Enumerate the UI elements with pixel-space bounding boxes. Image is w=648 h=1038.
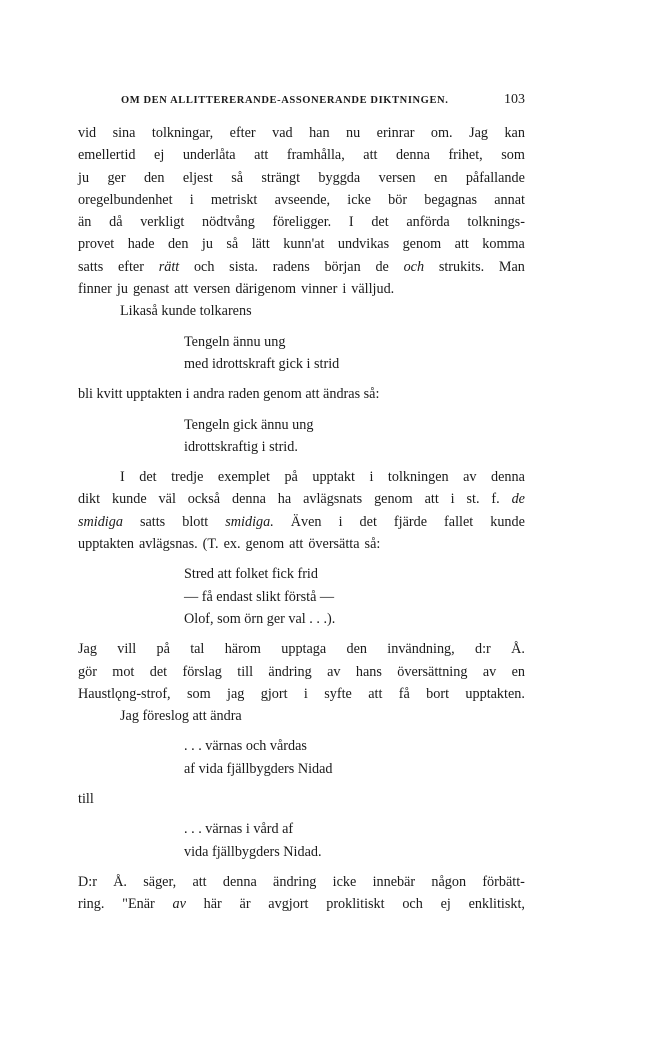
word: få bbox=[398, 685, 410, 702]
word: efter bbox=[117, 258, 144, 275]
word: det bbox=[359, 513, 377, 530]
word: upptakt bbox=[312, 469, 355, 486]
page-number: 103 bbox=[504, 92, 525, 107]
word: mot bbox=[112, 663, 135, 680]
word: ändring bbox=[273, 873, 317, 890]
word-italic: smidiga. bbox=[225, 513, 274, 530]
word: kan bbox=[504, 125, 525, 141]
word: vad bbox=[272, 125, 293, 141]
line-between-verses: bli kvitt upptakten i andra raden genom att ändras så: bbox=[78, 386, 380, 403]
word: begagnas bbox=[424, 191, 478, 208]
word: välljud. bbox=[351, 281, 395, 298]
word: förslag bbox=[182, 663, 222, 680]
word: Å. bbox=[113, 873, 127, 890]
word: bör bbox=[388, 191, 408, 208]
verse-block-5 bbox=[184, 818, 525, 863]
word: till bbox=[237, 663, 254, 680]
word: upptaga bbox=[281, 641, 327, 658]
paragraph-4 bbox=[78, 638, 525, 705]
word: kunde bbox=[490, 513, 525, 530]
word: början bbox=[324, 258, 361, 275]
word: denna bbox=[231, 491, 266, 508]
word: strukits. bbox=[438, 258, 485, 275]
word: Haustlǫng-strof, bbox=[78, 685, 171, 702]
word: finner bbox=[78, 281, 112, 298]
word: därigenom bbox=[235, 281, 297, 298]
word: här bbox=[203, 896, 222, 913]
word: att bbox=[368, 685, 383, 702]
paragraph-6 bbox=[78, 871, 525, 916]
word: av bbox=[463, 469, 477, 486]
verse-line: — få endast slikt förstå — bbox=[184, 588, 335, 605]
paragraph-1 bbox=[78, 122, 525, 300]
word: icke bbox=[332, 873, 357, 890]
word: satts bbox=[78, 258, 104, 275]
word: väl bbox=[158, 491, 176, 508]
word: ju bbox=[116, 281, 128, 298]
word: översättning bbox=[397, 663, 468, 680]
word: underlåta bbox=[182, 147, 236, 164]
word: komma bbox=[482, 236, 525, 253]
word: versen bbox=[193, 281, 231, 298]
word: efter bbox=[229, 125, 256, 141]
word: är bbox=[239, 896, 251, 913]
word: att bbox=[363, 147, 378, 164]
word: invändning, bbox=[387, 641, 455, 658]
word: provet bbox=[78, 236, 115, 253]
word: härom bbox=[224, 641, 261, 658]
verse-line: vida fjällbygders Nidad. bbox=[184, 843, 322, 860]
verse-line: idrottskraftig i strid. bbox=[184, 438, 298, 455]
word-italic: och bbox=[403, 258, 425, 275]
word: D:r bbox=[78, 873, 97, 890]
word: han bbox=[309, 125, 330, 141]
word: vill bbox=[117, 641, 137, 658]
word: icke bbox=[347, 191, 371, 208]
word: verkligt bbox=[140, 214, 185, 231]
word: versen bbox=[378, 169, 416, 186]
word: tolkningar, bbox=[151, 125, 214, 141]
word-italic: av bbox=[172, 896, 186, 913]
word: på bbox=[156, 641, 170, 658]
word: fallet bbox=[444, 513, 474, 530]
word: den bbox=[167, 236, 189, 253]
word: sista. bbox=[229, 258, 258, 275]
word: i bbox=[342, 281, 347, 298]
word-italic: smidiga bbox=[78, 513, 123, 530]
word: Man bbox=[498, 258, 525, 275]
word: det bbox=[149, 663, 168, 680]
word: genom bbox=[374, 491, 413, 508]
word: genom bbox=[402, 236, 442, 253]
word: innebär bbox=[372, 873, 416, 890]
word: I bbox=[348, 214, 354, 231]
paragraph-3 bbox=[78, 466, 525, 555]
verse-line: Olof, som örn ger val . . .). bbox=[184, 610, 336, 627]
word: på bbox=[284, 469, 298, 486]
word-till: till bbox=[78, 791, 94, 808]
verse-line: Tengeln ännu ung bbox=[184, 333, 286, 350]
word: metriskt bbox=[210, 191, 258, 208]
word: än bbox=[78, 214, 92, 231]
word: de bbox=[375, 258, 389, 275]
word: kunn'at bbox=[283, 236, 325, 253]
word: ju bbox=[201, 236, 213, 253]
word: enklitiskt, bbox=[468, 896, 525, 913]
word: den bbox=[346, 641, 367, 658]
word: upptakten. bbox=[465, 685, 525, 702]
word: att bbox=[192, 873, 207, 890]
word: avlägsnats bbox=[303, 491, 363, 508]
word: strängt bbox=[261, 169, 301, 186]
word: anförda bbox=[406, 214, 450, 231]
verse-line: af vida fjällbygders Nidad bbox=[184, 760, 333, 777]
word: denna bbox=[491, 469, 525, 486]
word: säger, bbox=[143, 873, 177, 890]
word: (T. bbox=[202, 536, 219, 553]
word: gjort bbox=[260, 685, 288, 702]
word: i bbox=[303, 685, 308, 702]
word: som bbox=[186, 685, 211, 702]
word: i bbox=[338, 513, 343, 530]
word: ju bbox=[78, 169, 90, 186]
word: en bbox=[434, 169, 448, 186]
word: genom bbox=[245, 536, 285, 553]
word: eljest bbox=[182, 169, 213, 186]
running-head: OM DEN ALLITTERERANDE-ASSONERANDE DIKTNINGEN. bbox=[121, 95, 449, 106]
word: tolknings- bbox=[467, 214, 525, 231]
word: hans bbox=[355, 663, 382, 680]
verse-line: . . . värnas och vårdas bbox=[184, 738, 307, 755]
word: syfte bbox=[324, 685, 352, 702]
page-body bbox=[78, 122, 525, 916]
word: ex. bbox=[223, 536, 241, 553]
word: vid bbox=[78, 125, 97, 141]
word: erinrar bbox=[376, 125, 415, 141]
word: ej bbox=[154, 147, 165, 164]
word: kunde bbox=[111, 491, 147, 508]
word: som bbox=[501, 147, 525, 164]
word: i bbox=[189, 191, 194, 208]
word: den bbox=[143, 169, 165, 186]
word: nödtvång bbox=[202, 214, 255, 231]
word: emellertid bbox=[78, 147, 136, 164]
word: annat bbox=[494, 191, 525, 208]
word: st. bbox=[466, 491, 480, 508]
word: avseende, bbox=[274, 191, 331, 208]
word: blott bbox=[182, 513, 209, 530]
word: en bbox=[511, 663, 525, 680]
word: tolkningen bbox=[387, 469, 449, 486]
word: så bbox=[231, 169, 244, 186]
word: Jag bbox=[78, 641, 97, 658]
word: gör bbox=[78, 663, 97, 680]
word: vinner bbox=[301, 281, 338, 298]
page-header bbox=[78, 92, 525, 112]
word-italic: rätt bbox=[158, 258, 180, 275]
word: tredje bbox=[171, 469, 204, 486]
word: i bbox=[369, 469, 374, 486]
word: ger bbox=[107, 169, 126, 186]
verse-block-1 bbox=[184, 331, 525, 376]
paragraph-2-intro: Likaså kunde tolkarens bbox=[120, 303, 252, 320]
word: översätta bbox=[308, 536, 360, 553]
word: hade bbox=[127, 236, 155, 253]
word: att bbox=[424, 491, 439, 508]
word: ej bbox=[440, 896, 451, 913]
word: byggda bbox=[318, 169, 361, 186]
word: Å. bbox=[511, 641, 525, 658]
word: förbätt- bbox=[482, 873, 525, 890]
paragraph-5-intro: Jag föreslog att ändra bbox=[120, 708, 242, 725]
word: genast bbox=[132, 281, 170, 298]
word: radens bbox=[272, 258, 310, 275]
word: ändring bbox=[268, 663, 312, 680]
word: föreligger. bbox=[272, 214, 332, 231]
word: Även bbox=[290, 513, 322, 530]
verse-line: Tengeln gick ännu ung bbox=[184, 416, 314, 433]
verse-line: med idrottskraft gick i strid bbox=[184, 355, 340, 372]
word: någon bbox=[431, 873, 467, 890]
word: "Enär bbox=[122, 896, 155, 913]
word: Jag bbox=[469, 125, 488, 141]
word: I bbox=[120, 469, 125, 486]
word: nu bbox=[346, 125, 361, 141]
verse-block-4 bbox=[184, 735, 525, 780]
word: framhålla, bbox=[286, 147, 345, 164]
word: att bbox=[289, 536, 304, 553]
word: om. bbox=[430, 125, 453, 141]
word: av bbox=[327, 663, 341, 680]
word: denna bbox=[222, 873, 257, 890]
word: avgjort bbox=[268, 896, 309, 913]
word: fjärde bbox=[393, 513, 428, 530]
verse-line: Stred att folket fick frid bbox=[184, 566, 318, 583]
word: så bbox=[226, 236, 239, 253]
word: och bbox=[402, 896, 423, 913]
word: i bbox=[450, 491, 455, 508]
verse-block-2 bbox=[184, 414, 525, 459]
verse-block-3 bbox=[184, 563, 525, 630]
word: sina bbox=[112, 125, 136, 141]
word: undvikas bbox=[337, 236, 390, 253]
word: f. bbox=[491, 491, 500, 508]
word: denna bbox=[396, 147, 430, 164]
word: ring. bbox=[78, 896, 105, 913]
word: exemplet bbox=[217, 469, 270, 486]
word: tal bbox=[190, 641, 205, 658]
word: att bbox=[174, 281, 189, 298]
word: upptakten bbox=[78, 536, 134, 553]
word: då bbox=[109, 214, 123, 231]
word: så: bbox=[364, 536, 381, 553]
word: ha bbox=[277, 491, 292, 508]
word: dikt bbox=[78, 491, 101, 508]
word: att bbox=[454, 236, 469, 253]
word: det bbox=[371, 214, 389, 231]
word: bort bbox=[426, 685, 450, 702]
word: jag bbox=[227, 685, 245, 702]
word: påfallande bbox=[465, 169, 525, 186]
word: lätt bbox=[251, 236, 270, 253]
word: av bbox=[482, 663, 497, 680]
word: det bbox=[139, 469, 157, 486]
verse-line: . . . värnas i vård af bbox=[184, 821, 294, 838]
word: d:r bbox=[475, 641, 491, 658]
word: också bbox=[187, 491, 221, 508]
word: och bbox=[193, 258, 215, 275]
word-italic: de bbox=[511, 491, 525, 508]
word: frihet, bbox=[448, 147, 483, 164]
word: oregelbundenhet bbox=[78, 191, 173, 208]
word: avlägsnas. bbox=[138, 536, 198, 553]
word: satts bbox=[139, 513, 166, 530]
word: proklitiskt bbox=[326, 896, 385, 913]
word: att bbox=[254, 147, 269, 164]
